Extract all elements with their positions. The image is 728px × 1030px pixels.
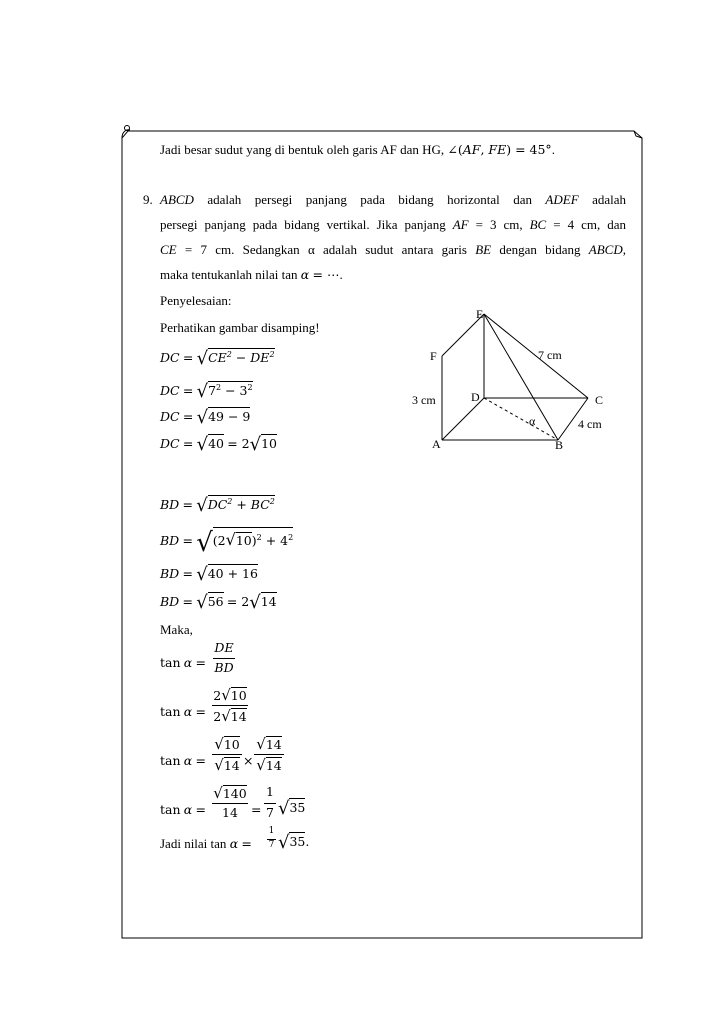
label-d: D [471, 390, 480, 404]
equals-sign: = [251, 802, 262, 817]
one-seventh-fraction: 1 7 [264, 784, 276, 822]
question-line-2: persegi panjang pada bidang vertikal. Jika panjang AF = 3 cm, BC = 4 cm, dan [160, 217, 626, 232]
prism-figure [400, 300, 630, 460]
bd-step-4: BD = √56 = 2√14 [160, 592, 277, 613]
question-line-1: ABCD adalah persegi panjang pada bidang horizontal dan ADEF adalah [160, 192, 626, 207]
maka-label: Maka, [160, 622, 193, 637]
figure-note: Perhatikan gambar disamping! [160, 320, 320, 335]
tan-step-3-lhs: tan α = [160, 753, 206, 768]
tan-step-3-fraction-a: √10 √14 [212, 735, 242, 773]
bd-step-3: BD = √40 + 16 [160, 564, 258, 585]
bd-step-2: BD = $√(2√10)^2 + 4^2$ [160, 528, 294, 559]
tan-step-4-lhs: tan α = [160, 802, 206, 817]
final-fraction: 1 7 [268, 826, 275, 850]
final-sqrt-35: √35. [278, 832, 310, 853]
label-bc-length: 4 cm [578, 417, 602, 431]
dc-step-3: DC = √49 − 9 [160, 407, 251, 428]
edge-ec [484, 314, 588, 398]
edge-ad [442, 398, 484, 440]
dc-step-1: DC = $√CE^2 - DE^2$ [160, 348, 275, 370]
sqrt-35: √35 [278, 798, 306, 819]
bd-step-1: BD = $√DC^2 + BC^2$ [160, 495, 275, 517]
times-sign: × [243, 753, 254, 768]
edge-db-dashed [484, 398, 558, 440]
label-b: B [555, 438, 564, 452]
tan-step-2-lhs: tan α = [160, 704, 206, 719]
tan-step-4-fraction: √140 14 [213, 784, 247, 820]
dc-step-4: DC = √40 = 2√10 [160, 434, 278, 455]
question-number: 9. [143, 192, 153, 207]
tan-step-3-fraction-b: √14 √14 [254, 735, 284, 773]
label-af-length: 3 cm [412, 393, 436, 407]
final-answer: Jadi nilai tan α = [160, 836, 252, 851]
conclusion-line: Jadi besar sudut yang di bentuk oleh garis AF dan HG, ∠(AF, FE) = 45°. [160, 142, 555, 157]
label-ce-length: 7 cm [538, 348, 562, 362]
label-e: E [476, 307, 484, 321]
question-line-3: CE = 7 cm. Sedangkan α adalah sudut antara garis BE dengan bidang ABCD, [160, 242, 626, 257]
label-f: F [430, 349, 437, 363]
label-a: A [432, 437, 441, 451]
edge-eb [484, 314, 558, 440]
conclusion-text: Jadi besar sudut yang di bentuk oleh garis AF dan HG, [160, 142, 448, 157]
tan-step-1-lhs: tan α = [160, 655, 206, 670]
label-c: C [595, 393, 604, 407]
label-alpha: α [529, 414, 536, 428]
tan-step-1-fraction: DE BD [214, 640, 234, 675]
question-line-4: maka tentukanlah nilai tan α = ⋯. [160, 267, 343, 282]
solution-heading: Penyelesaian: [160, 293, 232, 308]
dc-step-2: DC = $√7^2 - 3^2$ [160, 381, 253, 403]
tan-step-2-fraction: 2√10 2√14 [213, 686, 247, 725]
